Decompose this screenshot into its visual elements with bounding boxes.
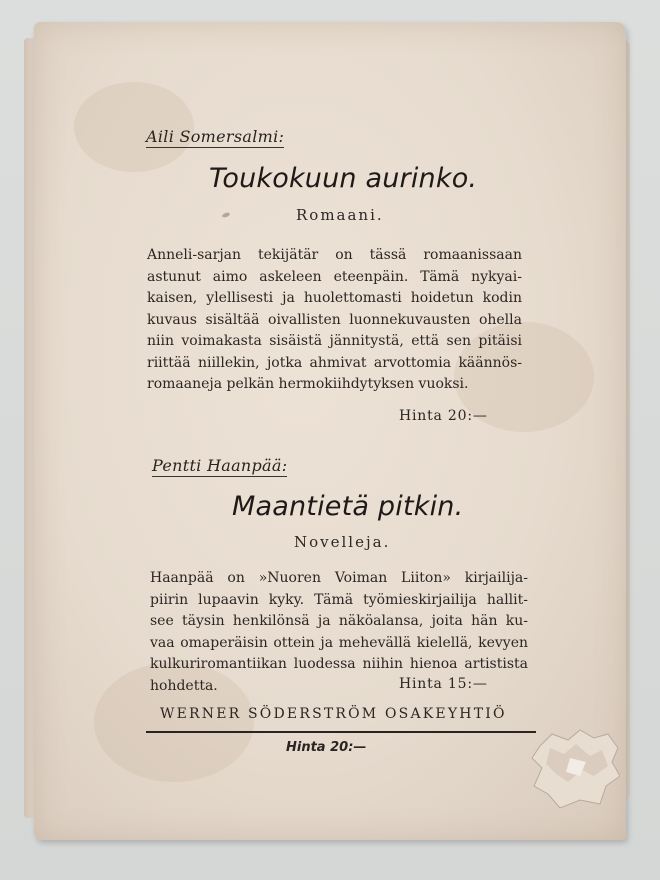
description-line: astunut aimo askeleen eteenpäin. Tämä nykyai- <box>147 268 522 285</box>
book-price: Hinta 15:— <box>399 676 488 692</box>
book-description <box>147 245 522 396</box>
description-line: niin voimakasta sisäistä jännitystä, että sen pitäisi <box>147 333 522 349</box>
author-name: Pentti Haanpää: <box>152 456 288 475</box>
description-line: Haanpää on »Nuoren Voiman Liiton» kirjailija- <box>150 570 528 586</box>
description-line: kaisen, ylellisesti ja huolettomasti hoidetun kodin <box>147 290 522 306</box>
book-price: Hinta 20:— <box>399 408 488 424</box>
description-line: riittää niillekin, jotka ahmivat arvottomia käännös- <box>147 354 522 371</box>
description-line: piirin lupaavin kyky. Tämä työmieskirjailija hallit- <box>150 591 528 608</box>
description-line: kulkuriromantiikan luodessa niihin hienoa artistista <box>150 656 528 672</box>
description-line: romaaneja pelkän hermokiihdytyksen vuoksi. <box>147 376 469 392</box>
description-line: see täysin henkilönsä ja näköalansa, joita hän ku- <box>150 613 528 629</box>
divider-rule <box>146 731 536 733</box>
book-title: Toukokuun aurinko. <box>209 163 478 194</box>
book-genre: Novelleja. <box>294 533 391 551</box>
description-line: vaa omaperäisin ottein ja mehevällä kielellä, kevyen <box>150 634 528 651</box>
paper-fleck <box>222 212 231 218</box>
publisher-name: WERNER SÖDERSTRÖM OSAKEYHTIÖ <box>160 706 507 722</box>
book-genre: Romaani. <box>296 206 384 224</box>
author-name: Aili Somersalmi: <box>146 127 285 146</box>
cover-price: Hinta 20:— <box>286 740 367 755</box>
description-line: Anneli-sarjan tekijätär on tässä romaanissaan <box>147 247 522 263</box>
description-line: hohdetta. <box>150 677 218 694</box>
description-line: kuvaus sisältää oivallisten luonnekuvausten ohella <box>147 311 522 328</box>
book-title: Maantietä pitkin. <box>232 491 464 522</box>
